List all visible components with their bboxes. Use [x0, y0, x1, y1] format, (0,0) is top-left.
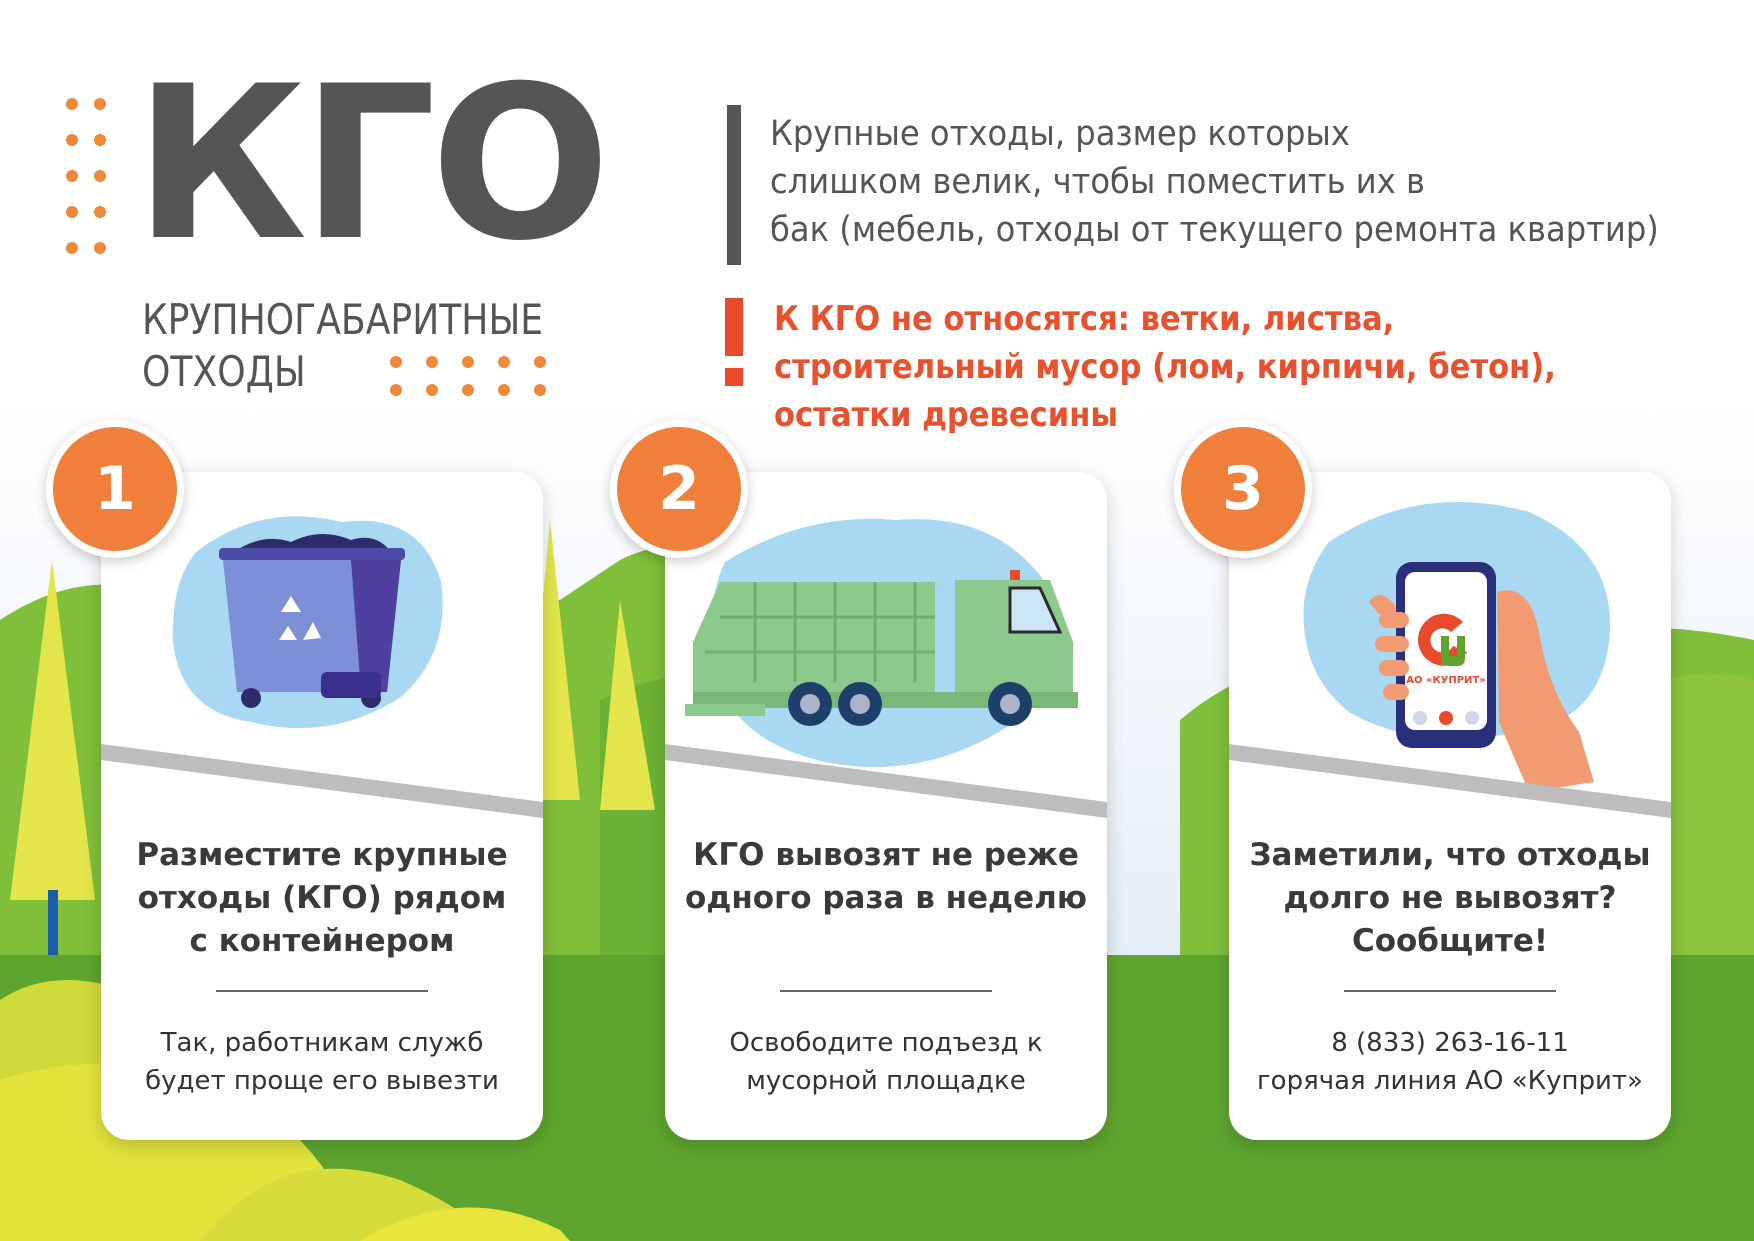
definition-line: Крупные отходы, размер которых	[770, 114, 1350, 154]
divider	[780, 990, 992, 992]
step-note-line: будет проще его вывезти	[145, 1066, 499, 1096]
divider	[1344, 990, 1556, 992]
step-title-line: одного раза в неделю	[685, 880, 1087, 916]
step-card-1	[101, 472, 543, 1140]
hotline-phone: 8 (833) 263-16-11	[1331, 1028, 1569, 1058]
step-note	[121, 1024, 523, 1100]
logo-text: КГО	[134, 40, 605, 287]
exclamation-icon	[725, 298, 743, 386]
step-note	[685, 1024, 1087, 1100]
exclusion-line: остатки древесины	[774, 395, 1119, 435]
step-title	[121, 834, 523, 963]
subtitle-line: ОТХОДЫ	[142, 347, 306, 396]
exclusion-line: строительный мусор (лом, кирпичи, бетон),	[774, 347, 1556, 387]
step-number-badge: 1	[46, 420, 184, 558]
divider	[216, 990, 428, 992]
phone-logo-caption: АО «КУПРИТ»	[1406, 675, 1486, 686]
step-note	[1249, 1024, 1651, 1100]
definition-line: слишком велик, чтобы поместить их в	[770, 162, 1425, 202]
subtitle	[142, 294, 544, 398]
step-title-line: Сообщите!	[1351, 923, 1549, 959]
step-number-badge: 3	[1174, 420, 1312, 558]
step-note-line: Так, работникам служб	[160, 1028, 484, 1058]
step-title	[685, 834, 1087, 920]
step-number-badge: 2	[610, 420, 748, 558]
step-title-line: Заметили, что отходы	[1249, 837, 1651, 873]
step-title-line: Разместите крупные	[136, 837, 508, 873]
exclusion-text	[774, 295, 1620, 439]
definition-text	[770, 110, 1672, 254]
subtitle-line: КРУПНОГАБАРИТНЫЕ	[142, 295, 544, 344]
definition-accent-bar	[727, 105, 741, 265]
exclusion-line: К КГО не относятся: ветки, листва,	[774, 299, 1395, 339]
step-card-2	[665, 472, 1107, 1140]
step-title-line: долго не вывозят?	[1283, 880, 1617, 916]
step-title-line: КГО вывозят не реже	[693, 837, 1079, 873]
definition-line: бак (мебель, отходы от текущего ремонта квартир)	[770, 210, 1659, 250]
step-title	[1249, 834, 1651, 963]
step-note-line: мусорной площадке	[746, 1066, 1026, 1096]
step-card-3	[1229, 472, 1671, 1140]
step-note-line: Освободите подъезд к	[729, 1028, 1043, 1058]
hotline-label: горячая линия АО «Куприт»	[1257, 1066, 1643, 1096]
step-title-line: с контейнером	[189, 923, 455, 959]
step-title-line: отходы (КГО) рядом	[137, 880, 507, 916]
